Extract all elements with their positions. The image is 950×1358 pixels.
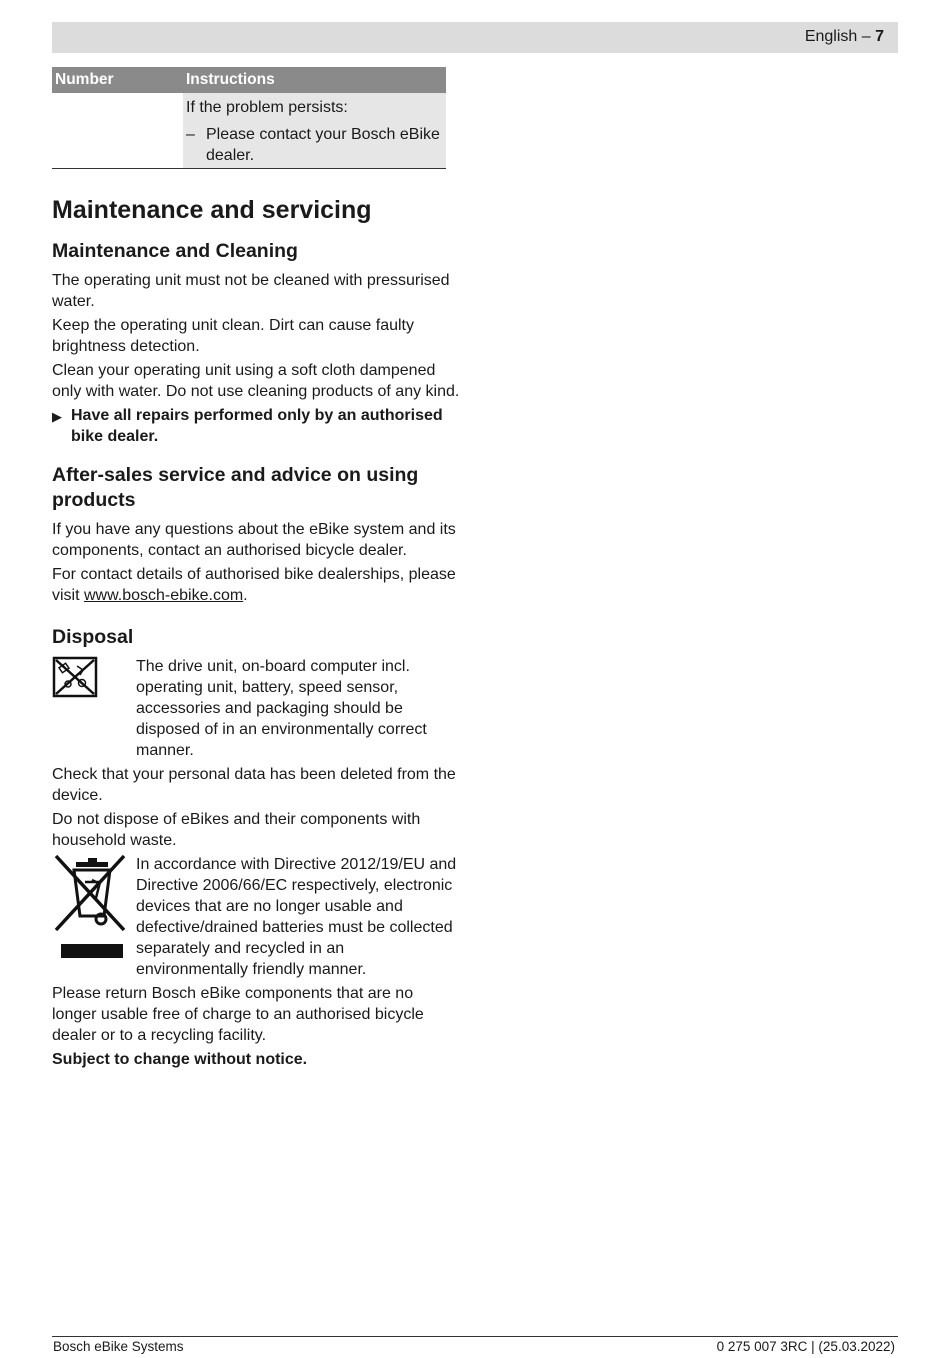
- paragraph: Do not dispose of eBikes and their components with household waste.: [52, 811, 421, 849]
- table-header: [52, 67, 446, 93]
- warning-item: [52, 405, 460, 447]
- header-language: English: [804, 28, 858, 45]
- dash-marker: –: [186, 126, 195, 143]
- section-title: Maintenance and servicing: [52, 196, 372, 224]
- paragraph: Check that your personal data has been deleted from the device.: [52, 766, 456, 804]
- table-cell-instructions: [183, 93, 446, 168]
- page-number: 7: [875, 28, 884, 45]
- warning-text: Have all repairs performed only by an authorised bike dealer.: [71, 407, 443, 445]
- crossed-out-wheelie-bin-icon: [52, 854, 136, 980]
- instruction-text: Please contact your Bosch eBike dealer.: [206, 126, 440, 164]
- instruction-line: If the problem persists:: [186, 99, 348, 116]
- paragraph-suffix: .: [243, 587, 248, 604]
- instruction-dash-item: [186, 124, 446, 166]
- arrow-bullet-icon: ▶: [52, 409, 62, 424]
- page-header-label: [805, 28, 884, 46]
- subsection-heading-disposal: Disposal: [52, 626, 134, 648]
- page-header: [52, 22, 898, 53]
- paragraph: Clean your operating unit using a soft cloth dampened only with water. Do not use cleaning products of any kind.: [52, 362, 460, 400]
- paragraph: The drive unit, on-board computer incl. operating unit, battery, speed sensor, accessories and packaging should be disposed of in an environmentally correct manner.: [136, 658, 427, 759]
- subsection-heading-aftersales: After-sales service and advice on using products: [52, 464, 419, 511]
- paragraph: In accordance with Directive 2012/19/EU and Directive 2006/66/EC respectively, electronic devices that are no longer usable and defective/drained batteries must be collected separately and recycled in an environmentally friendly manner.: [136, 856, 457, 978]
- main-content: [52, 195, 460, 1073]
- column-header-instructions: Instructions: [186, 71, 275, 88]
- footer-document-id: 0 275 007 3RC | (25.03.2022): [716, 1339, 895, 1354]
- paragraph: If you have any questions about the eBike system and its components, contact an authorised bicycle dealer.: [52, 521, 456, 559]
- website-link[interactable]: www.bosch-ebike.com: [84, 587, 244, 604]
- subsection-heading-cleaning: Maintenance and Cleaning: [52, 240, 298, 262]
- no-household-waste-icon: [52, 656, 136, 761]
- column-header-number: Number: [55, 71, 114, 88]
- paragraph: Please return Bosch eBike components that are no longer usable free of charge to an authorised bicycle dealer or to a recycling facility.: [52, 985, 424, 1044]
- paragraph-prefix: For contact details of authorised bike dealerships, please visit: [52, 566, 456, 604]
- paragraph: [52, 564, 460, 606]
- table-row: [52, 93, 446, 169]
- paragraph: Keep the operating unit clean. Dirt can cause faulty brightness detection.: [52, 317, 414, 355]
- change-notice: Subject to change without notice.: [52, 1051, 308, 1068]
- table-cell-number: [52, 93, 183, 168]
- footer-company: Bosch eBike Systems: [53, 1339, 184, 1354]
- header-separator: –: [857, 28, 876, 45]
- weee-icon-row: [52, 854, 460, 980]
- disposal-icon-row: [52, 656, 460, 761]
- paragraph: The operating unit must not be cleaned with pressurised water.: [52, 272, 450, 310]
- instructions-table: [52, 67, 446, 169]
- footer-divider: [52, 1336, 898, 1337]
